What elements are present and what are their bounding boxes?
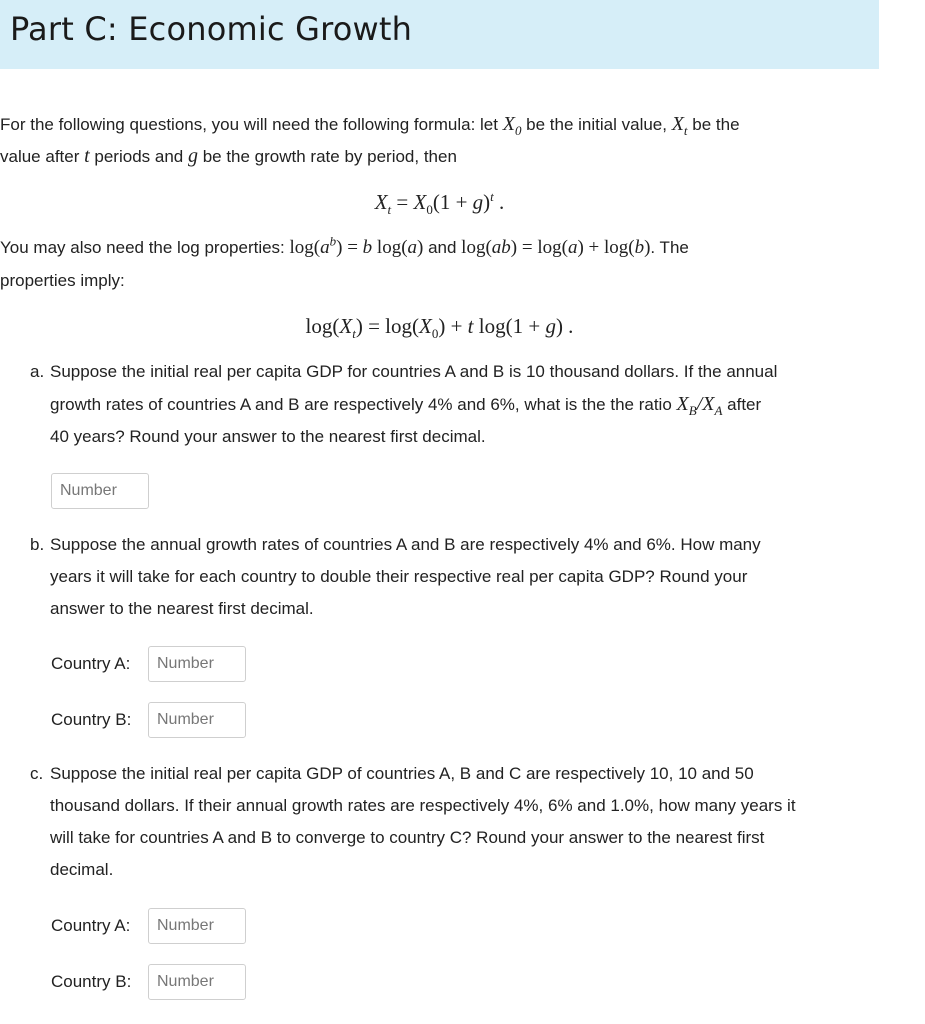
- log-formula: $\log(X_t) = \log(X_0) + t$ log(1 + g) .: [305, 314, 574, 342]
- log-properties-line-2: properties imply:: [0, 271, 125, 290]
- country-a-label: Country A:: [51, 916, 131, 935]
- answer-a-input[interactable]: [51, 473, 149, 509]
- math-ratio: $X_B/X_A$: [676, 393, 723, 418]
- growth-formula: $X_t = X_0(1 + g)^t$ .: [374, 189, 505, 218]
- answer-b-country-b-input[interactable]: [148, 702, 246, 738]
- page-title: Part C: Economic Growth: [10, 10, 413, 48]
- math-xt: $X_t$: [671, 113, 688, 138]
- intro-line-2: value after t periods and g be the growth rate by period, then: [0, 145, 457, 167]
- question-c: c. Suppose the initial real per capita GDP of countries A, B and C are respectively 10, 10 and 50 thousand dollars. If their annual growth rates are respectively 4%, 6% and 1.0%, how many years it will take for countries A and B to converge to country C? Round your answer to the nearest first decimal.: [30, 764, 796, 879]
- answer-b-country-a-input[interactable]: [148, 646, 246, 682]
- section-header: [0, 0, 879, 69]
- country-b-label: Country B:: [51, 710, 132, 729]
- log-properties-line-1: You may also need the log properties: $\log(a^b) = b$ log(a) and log(ab) = log(a) + log(b). The: [0, 233, 689, 258]
- answer-c-country-b-input[interactable]: [148, 964, 246, 1000]
- question-a: a. Suppose the initial real per capita GDP for countries A and B is 10 thousand dollars. If the annual growth rates of countries A and B are respectively 4% and 6%, what is the the ratio $X_B/X_A$ after 40 years? Round your answer to the nearest first decimal.: [30, 362, 778, 446]
- country-b-label: Country B:: [51, 972, 132, 991]
- question-b: b. Suppose the annual growth rates of countries A and B are respectively 4% and 6%. How many years it will take for each country to double their respective real per capita GDP? Round your answer to the nearest first decimal.: [30, 535, 761, 618]
- answer-c-country-a-input[interactable]: [148, 908, 246, 944]
- intro-line-1: For the following questions, you will need the following formula: let $X_0$ be the initial value, $X_t$ be the: [0, 113, 740, 138]
- country-a-label: Country A:: [51, 654, 131, 673]
- math-x0: $X_0$: [502, 113, 522, 138]
